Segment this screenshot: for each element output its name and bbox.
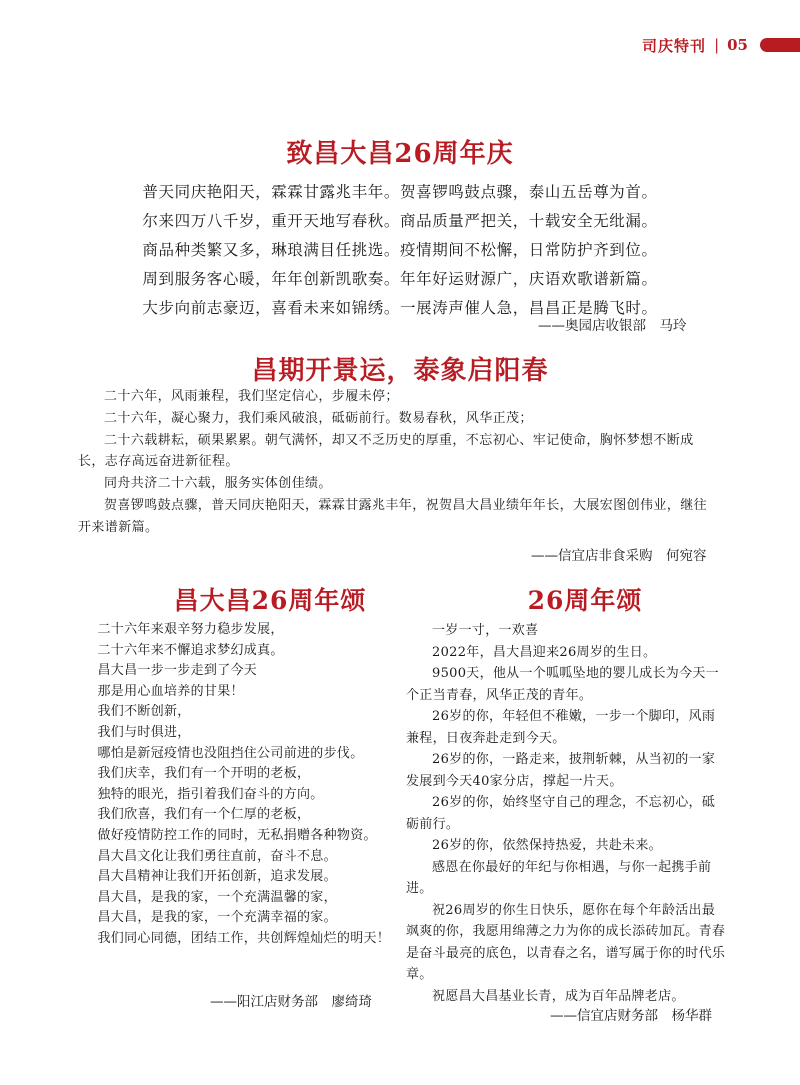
article3-title: 昌大昌26周年颂	[173, 586, 367, 615]
paragraph: 2022年，昌大昌迎来26周岁的生日。	[432, 644, 657, 660]
poem-line: 那是用心血培养的甘果！	[97, 683, 244, 699]
paragraph: 同舟共济二十六载，服务实体创佳绩。	[104, 476, 332, 492]
article1-poem	[0, 178, 800, 323]
paragraph: 二十六年，风雨兼程，我们坚定信心，步履未停；	[104, 389, 399, 404]
paragraph: 二十六年，凝心聚力，我们乘风破浪，砥砺前行。数易春秋，风华正茂；	[104, 410, 533, 426]
paragraph: 二十六载耕耘，硕果累累。朝气满怀，却又不乏历史的厚重，不忘初心、牢记使命，胸怀梦想不断成长，志存高远奋进新征程。	[78, 432, 694, 470]
article4-title: 26周年颂	[527, 586, 643, 615]
poem-line: 做好疫情防控工作的同时，无私捐赠各种物资。	[97, 827, 377, 843]
header-separator: |	[714, 36, 720, 54]
paragraph: 26岁的你，一路走来，披荆斩棘，从当初的一家发展到今天40家分店，撑起一片天。	[406, 752, 716, 789]
poem-line: 我们庆幸，我们有一个开明的老板，	[97, 766, 311, 782]
article4-signature: ——信宜店财务部 杨华群	[550, 1008, 712, 1024]
paragraph: 一岁一寸，一欢喜	[432, 623, 539, 638]
poem-line: 独特的眼光，指引着我们奋斗的方向。	[97, 786, 324, 802]
poem-line: 昌大昌一步一步走到了今天	[97, 663, 258, 679]
page-header	[642, 32, 800, 58]
poem-line: 昌大昌精神让我们开拓创新，追求发展。	[97, 869, 337, 885]
poem-line: 我们欣喜，我们有一个仁厚的老板，	[97, 807, 311, 823]
poem-line: 大步向前志豪迈，喜看未来如锦绣。一展涛声催人急，昌昌正是腾飞时。	[142, 299, 658, 317]
article2-body	[78, 386, 718, 539]
poem-line: 昌大昌文化让我们勇往直前，奋斗不息。	[97, 848, 337, 864]
article2-signature: ——信宜店非食采购 何宛容	[531, 548, 707, 564]
paragraph: 9500天，他从一个呱呱坠地的婴儿成长为今天一个正当青春，风华正茂的青年。	[406, 666, 719, 703]
poem-line: 二十六年来不懈追求梦幻成真。	[97, 642, 284, 658]
poem-line: 昌大昌，是我的家，一个充满幸福的家。	[97, 910, 337, 926]
article1-signature: ——奥园店收银部 马玲	[538, 318, 687, 334]
article3-body	[78, 620, 398, 950]
paragraph: 祝26周岁的你生日快乐，愿你在每个年龄活出最飒爽的你，我愿用绵薄之力为你的成长添砖加瓦。青春是奋斗最亮的底色，以青春之名，谱写属于你的时代乐章。	[406, 902, 726, 982]
paragraph: 26岁的你，年轻但不稚嫩，一步一个脚印，风雨兼程，日夜奔赴走到今天。	[406, 709, 716, 746]
article1-title: 致昌大昌26周年庆	[286, 139, 514, 169]
paragraph: 感恩在你最好的年纪与你相遇，与你一起携手前进。	[406, 859, 712, 896]
poem-line: 我们不断创新，	[97, 704, 191, 720]
paragraph: 26岁的你，始终坚守自己的理念，不忘初心，砥砺前行。	[406, 795, 716, 832]
page-number: 05	[727, 36, 748, 54]
publication-name: 司庆特刊	[642, 36, 707, 55]
poem-line: 尔来四万八千岁，重开天地写春秋。商品质量严把关，十载安全无纰漏。	[142, 212, 658, 230]
poem-line: 二十六年来艰辛努力稳步发展，	[97, 622, 284, 637]
paragraph: 祝愿昌大昌基业长青，成为百年品牌老店。	[432, 988, 685, 1004]
paragraph: 贺喜锣鸣鼓点骤，普天同庆艳阳天，霖霖甘露兆丰年，祝贺昌大昌业绩年年长，大展宏图创伟业，继往开来谱新篇。	[78, 497, 708, 535]
paragraph: 26岁的你，依然保持热爱，共赴未来。	[432, 838, 662, 853]
poem-line: 普天同庆艳阳天，霖霖甘露兆丰年。贺喜锣鸣鼓点骤，泰山五岳尊为首。	[142, 183, 658, 201]
poem-line: 我们同心同德，团结工作，共创辉煌灿烂的明天！	[97, 930, 391, 946]
poem-line: 周到服务客心暖，年年创新凯歌奏。年年好运财源广，庆语欢歌谱新篇。	[142, 270, 658, 288]
poem-line: 商品种类繁又多，琳琅满目任挑选。疫情期间不松懈，日常防护齐到位。	[142, 241, 658, 259]
article2-title: 昌期开景运，泰象启阳春	[251, 356, 549, 386]
poem-line: 我们与时俱进，	[97, 724, 191, 740]
header-accent-bar	[760, 38, 800, 52]
article3-signature: ——阳江店财务部 廖绮琦	[210, 994, 372, 1010]
poem-line: 昌大昌，是我的家，一个充满温馨的家，	[97, 889, 337, 905]
article4-body	[406, 620, 728, 1007]
poem-line: 哪怕是新冠疫情也没阻挡住公司前进的步伐。	[97, 745, 364, 761]
